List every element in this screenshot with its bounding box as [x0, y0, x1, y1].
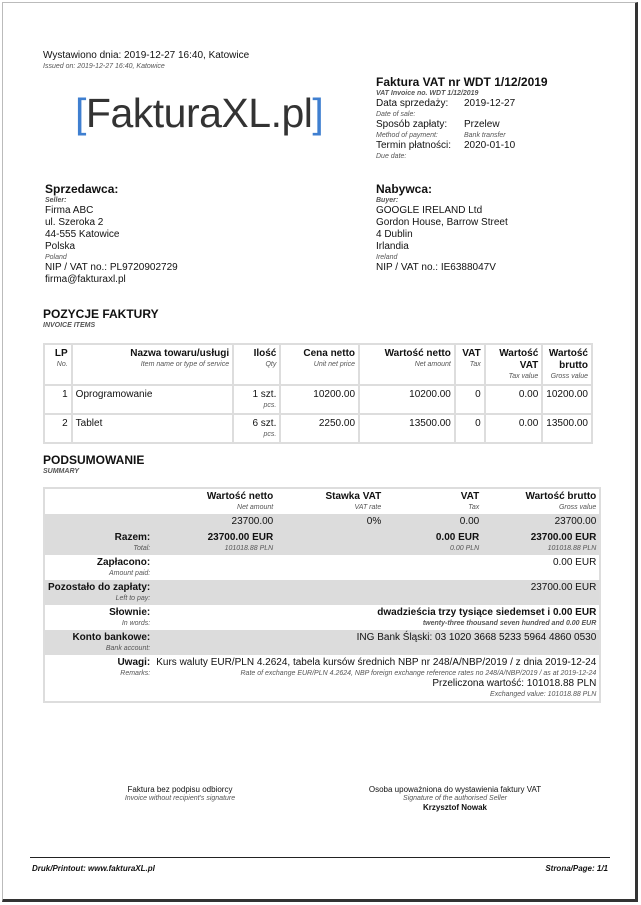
buyer-title: Nabywca: — [376, 182, 433, 196]
invoice-meta — [376, 75, 548, 161]
summary-heading — [43, 453, 144, 476]
field-label: Sposób zapłaty: — [376, 119, 448, 130]
field-value: Przelew — [464, 119, 500, 130]
table-row: 2 Tablet 6 szt. pcs. 2250.00 13500.00 0 0.00 13500.00 — [44, 414, 592, 443]
seller-email: firma@fakturaxl.pl — [45, 274, 126, 285]
field-sub: Date of sale: — [376, 111, 416, 118]
field-sub: Method of payment: — [376, 132, 438, 139]
buyer-block — [376, 182, 626, 274]
table-row: 1 Oprogramowanie 1 szt. pcs. 10200.00 10200.00 0 0.00 10200.00 — [44, 385, 592, 414]
seller-country: Polska — [45, 241, 76, 252]
logo: [FakturaXL.pl] — [75, 90, 324, 136]
col-name: Nazwa towaru/usługi Item name or type of service — [72, 344, 233, 385]
buyer-country-sub: Ireland — [376, 254, 398, 261]
summary-header-row: Wartość netto Net amount Stawka VAT VAT rate VAT Tax Wartość brutto Gross value — [206, 491, 597, 511]
seller-city: 44-555 Katowice — [45, 229, 120, 240]
issued-label: Wystawiono dnia: 2019-12-27 16:40, Katowice — [43, 50, 250, 61]
field-label: Termin płatności: — [376, 140, 452, 151]
field-value: 2020-01-10 — [464, 140, 516, 151]
col-vat: VAT Tax — [455, 344, 485, 385]
seller-name: Firma ABC — [45, 205, 94, 216]
summary-total-row: Razem: Total: 23700.00 EUR 101018.88 PLN 0.00 EUR 0.00 PLN 23700.00 EUR 101018.88 PLN — [44, 530, 600, 555]
col-gross: Wartość brutto Gross value — [542, 344, 592, 385]
buyer-name: GOOGLE IRELAND Ltd — [376, 205, 483, 216]
field-value: 2019-12-27 — [464, 98, 516, 109]
col-vat-value: Wartość VAT Tax value — [485, 344, 543, 385]
invoice-title: Faktura VAT nr WDT 1/12/2019 — [376, 75, 548, 89]
items-title: POZYCJE FAKTURY — [43, 307, 159, 321]
buyer-country: Irlandia — [376, 241, 409, 252]
summary-rate-row: 23700.00 0% 0.00 23700.00 — [44, 514, 600, 530]
invoice-sub: VAT Invoice no. WDT 1/12/2019 — [376, 90, 479, 97]
buyer-sub: Buyer: — [376, 197, 399, 204]
seller-nip: NIP / VAT no.: PL9720902729 — [45, 262, 178, 273]
items-sub: INVOICE ITEMS — [43, 322, 96, 329]
summary-words-row: Słownie: In words: dwadzieścia trzy tysiące siedemset i 0.00 EUR twenty-three thousand seven hundred and 0.00 EUR — [109, 607, 597, 627]
col-qty: Ilość Qty — [233, 344, 280, 385]
buyer-city: 4 Dublin — [376, 229, 413, 240]
seller-title: Sprzedawca: — [45, 182, 119, 196]
col-lp: LP No. — [44, 344, 72, 385]
field-sub: Due date: — [376, 153, 407, 160]
seller-signature: Osoba upoważniona do wystawienia faktury VAT Signature of the authorised Seller Krzysztof Nowak — [368, 785, 542, 812]
summary-sub: SUMMARY — [43, 468, 80, 475]
buyer-street: Gordon House, Barrow Street — [376, 217, 508, 228]
col-net: Wartość netto Net amount — [359, 344, 455, 385]
footer-page: Strona/Page: 1/1 — [545, 864, 608, 873]
footer-divider — [30, 857, 610, 858]
seller-sub: Seller: — [45, 197, 67, 204]
field-label: Data sprzedaży: — [376, 98, 449, 109]
seller-street: ul. Szeroka 2 — [45, 217, 104, 228]
field-value-sub: Bank transfer — [464, 132, 506, 139]
seller-block — [45, 182, 295, 286]
items-heading — [43, 307, 159, 330]
col-price: Cena netto Unit net price — [280, 344, 359, 385]
summary-table — [43, 487, 601, 703]
summary-remarks-row: Uwagi: Remarks: Kurs waluty EUR/PLN 4.2624, tabela kursów średnich NBP nr 248/A/NBP/2019 / z dnia 2019-12-24 Rate of exchange EUR/PLN 4.2624, NBP foreign exchange reference rates no 248/A/NBP/2019 / as at 2019-12-24 Przeliczona wartość: 101018.88 PLN Exchanged value: 101018.88 PLN — [117, 657, 597, 698]
summary-paid-row: Zapłacono: Amount paid: 0.00 EUR — [96, 557, 597, 577]
footer-printout: Druk/Printout: www.fakturaXL.pl — [32, 864, 155, 873]
issued-block — [43, 50, 249, 71]
summary-title: PODSUMOWANIE — [43, 453, 145, 467]
summary-bank-row: Konto bankowe: Bank account: ING Bank Śląski: 03 1020 3668 5233 5964 4860 0530 — [44, 630, 600, 655]
buyer-nip: NIP / VAT no.: IE6388047V — [376, 262, 496, 273]
items-table — [43, 343, 593, 444]
issued-sub: Issued on: 2019-12-27 16:40, Katowice — [43, 63, 165, 70]
summary-left-row: Pozostało do zapłaty: Left to pay: 23700.00 EUR — [44, 580, 600, 605]
recipient-signature: Faktura bez podpisu odbiorcy Invoice without recipient's signature — [124, 785, 236, 802]
seller-country-sub: Poland — [45, 254, 67, 261]
